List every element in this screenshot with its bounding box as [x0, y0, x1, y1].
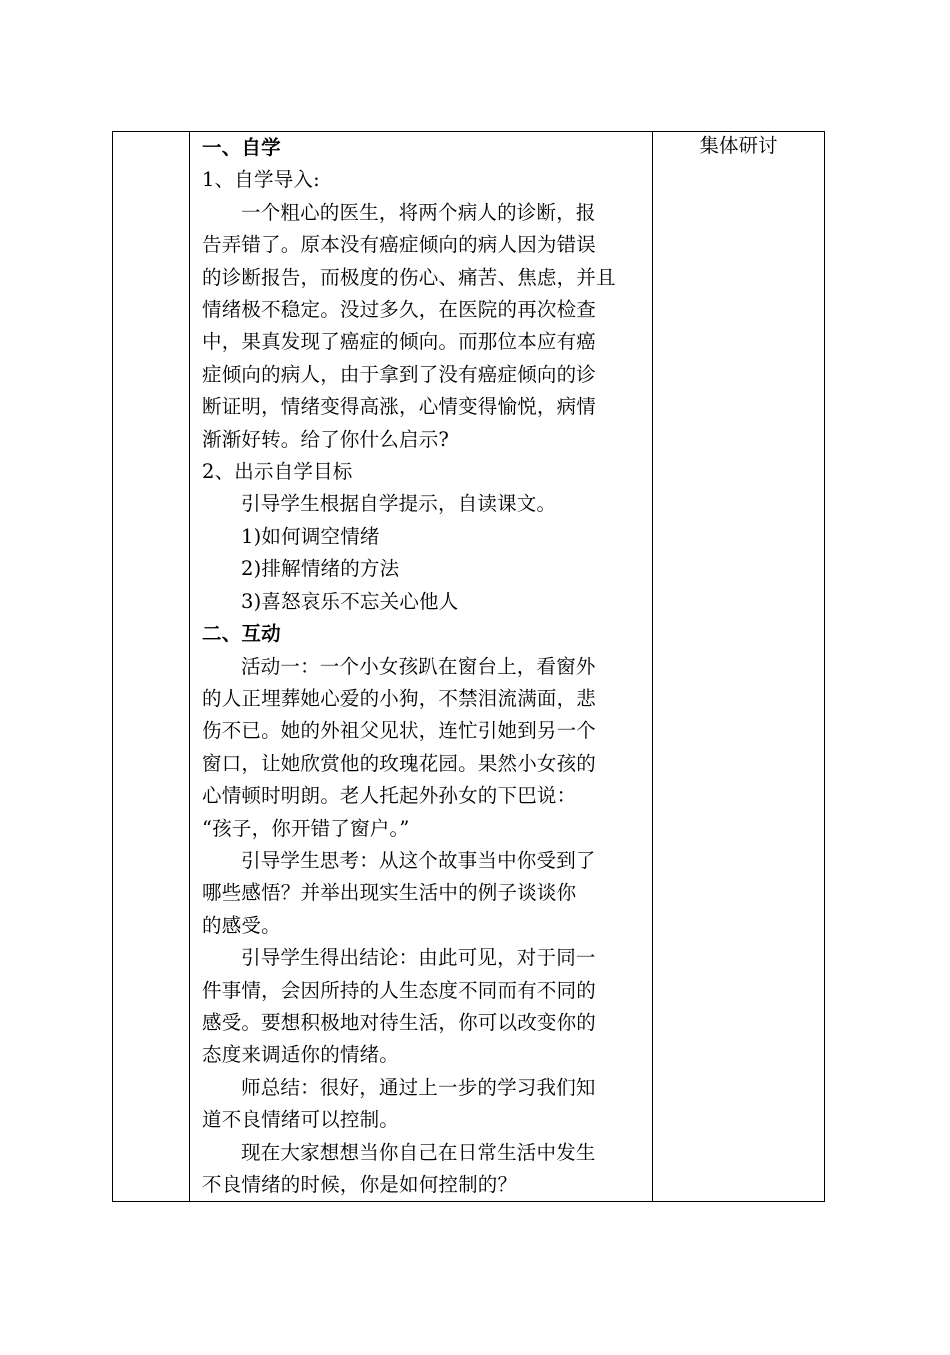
text-line: 哪些感悟？并举出现实生活中的例子谈谈你 [202, 881, 577, 905]
text-line: 件事情，会因所持的人生态度不同而有不同的 [202, 978, 597, 1002]
text-line: 症倾向的病人，由于拿到了没有癌症倾向的诊 [202, 362, 597, 386]
text-line: 1、自学导入: [202, 168, 320, 192]
section-heading: 一、自学 [202, 136, 281, 159]
text-line: 一个粗心的医生，将两个病人的诊断，报 [241, 200, 596, 224]
text-line: 断证明，情绪变得高涨，心情变得愉悦，病情 [202, 395, 597, 419]
text-line: 活动一：一个小女孩趴在窗台上，看窗外 [241, 654, 596, 678]
text-line: 2、出示自学目标 [202, 460, 353, 484]
text-line: 渐渐好转。给了你什么启示? [202, 427, 450, 451]
text-line: 窗口，让她欣赏他的玫瑰花园。果然小女孩的 [202, 751, 597, 775]
table-row [113, 132, 825, 1202]
text-line: 心情顿时明朗。老人托起外孙女的下巴说： [202, 784, 577, 808]
text-line: 不良情绪的时候，你是如何控制的？ [202, 1173, 518, 1196]
text-line: 告弄错了。原本没有癌症倾向的病人因为错误 [202, 233, 597, 257]
text-line: 现在大家想想当你自己在日常生活中发生 [241, 1140, 596, 1164]
left-empty-cell [113, 132, 190, 1202]
text-line: 感受。要想积极地对待生活，你可以改变你的 [202, 1010, 597, 1034]
lesson-content-cell [190, 132, 653, 1202]
section-heading: 二、互动 [202, 622, 281, 646]
text-line: 3)喜怒哀乐不忘关心他人 [241, 589, 459, 613]
text-line: 的人正埋葬她心爱的小狗，不禁泪流满面，悲 [202, 686, 597, 710]
text-line: 引导学生根据自学提示，自读课文。 [241, 492, 557, 516]
text-line: 态度来调适你的情绪。 [202, 1043, 400, 1067]
notes-label: 集体研讨 [699, 134, 778, 157]
text-line: 引导学生得出结论：由此可见，对于同一 [241, 946, 596, 970]
lesson-plan-table [112, 131, 825, 1202]
lesson-content [202, 132, 642, 1201]
text-line: 的感受。 [202, 913, 281, 937]
text-line: 伤不已。她的外祖父见状，连忙引她到另一个 [202, 719, 597, 743]
text-line: 师总结：很好，通过上一步的学习我们知 [241, 1075, 596, 1099]
text-line: 道不良情绪可以控制。 [202, 1108, 400, 1132]
text-line: 情绪极不稳定。没过多久，在医院的再次检查 [202, 298, 597, 322]
text-line: “孩子，你开错了窗户。” [202, 816, 410, 840]
text-line: 引导学生思考：从这个故事当中你受到了 [241, 848, 596, 872]
text-line: 中，果真发现了癌症的倾向。而那位本应有癌 [202, 330, 597, 354]
notes-cell [653, 132, 825, 1202]
text-line: 2)排解情绪的方法 [241, 557, 400, 581]
text-line: 的诊断报告，而极度的伤心、痛苦、焦虑，并且 [202, 265, 616, 289]
text-line: 1)如何调空情绪 [241, 524, 380, 548]
